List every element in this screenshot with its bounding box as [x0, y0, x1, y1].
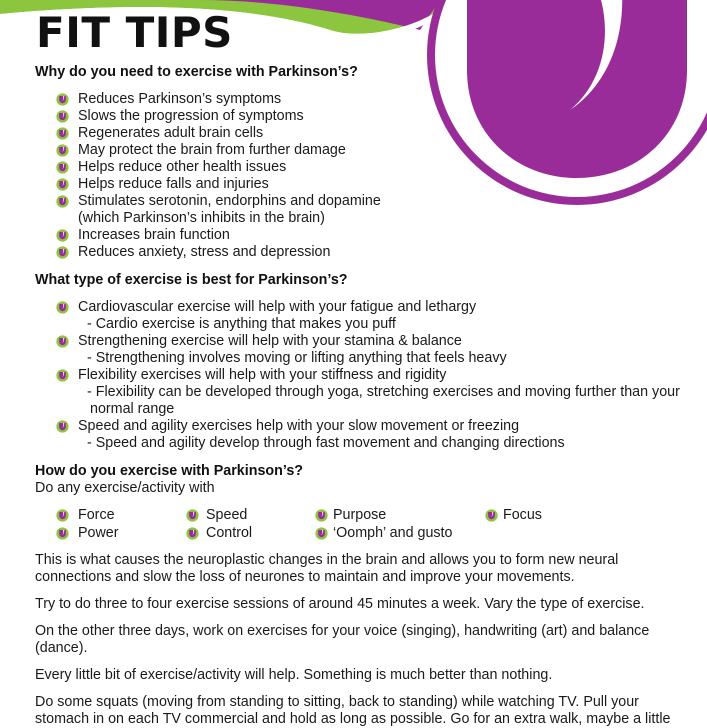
- paragraph-squats: Do some squats (moving from standing to sitting, back to standing) while watching TV. Pull your stomach in on each TV commercial and hold as long as possible. Go for an extra walk, maybe a little: [35, 694, 671, 727]
- tulip-bullet-icon: [485, 509, 498, 522]
- grid-item-speed: Speed: [186, 507, 247, 524]
- tulip-bullet-icon: [186, 527, 199, 540]
- list-item: Speed and agility exercises help with your slow movement or freezing - Speed and agility develop through fast movement and changing directions: [56, 418, 680, 452]
- list-item: Helps reduce other health issues: [56, 159, 381, 176]
- section1-list: [56, 91, 381, 261]
- section3-heading: How do you exercise with Parkinson’s?: [35, 463, 304, 479]
- list-item: May protect the brain from further damage: [56, 142, 381, 159]
- section2-heading: What type of exercise is best for Parkinson’s?: [35, 272, 348, 288]
- page-title: FIT TIPS: [36, 8, 233, 57]
- tulip-bullet-icon: [56, 144, 69, 157]
- tulip-bullet-icon: [56, 195, 69, 208]
- tulip-bullet-icon: [56, 178, 69, 191]
- list-item: Stimulates serotonin, endorphins and dopamine (which Parkinson’s inhibits in the brain): [56, 193, 381, 227]
- section1-heading: Why do you need to exercise with Parkinson’s?: [35, 64, 358, 80]
- tulip-bullet-icon: [315, 509, 328, 522]
- list-item: Regenerates adult brain cells: [56, 125, 381, 142]
- tulip-bullet-icon: [56, 301, 69, 314]
- list-item: Slows the progression of symptoms: [56, 108, 381, 125]
- grid-item-force: Force: [56, 507, 115, 524]
- list-item: Increases brain function: [56, 227, 381, 244]
- list-item: Cardiovascular exercise will help with your fatigue and lethargy - Cardio exercise is anything that makes you puff: [56, 299, 680, 333]
- tulip-bullet-icon: [56, 110, 69, 123]
- tulip-bullet-icon: [56, 93, 69, 106]
- tulip-bullet-icon: [56, 246, 69, 259]
- grid-item-oomph: ‘Oomph’ and gusto: [315, 525, 452, 542]
- section3-intro: Do any exercise/activity with: [35, 480, 215, 496]
- tulip-bullet-icon: [186, 509, 199, 522]
- list-item: Reduces Parkinson’s symptoms: [56, 91, 381, 108]
- list-item: Reduces anxiety, stress and depression: [56, 244, 381, 261]
- paragraph-neuroplastic: This is what causes the neuroplastic changes in the brain and allows you to form new neural connections and slow the loss of neurones to maintain and improve your movements.: [35, 552, 619, 585]
- paragraph-sessions: Try to do three to four exercise sessions of around 45 minutes a week. Vary the type of exercise.: [35, 596, 645, 612]
- tulip-bullet-icon: [56, 420, 69, 433]
- paragraph-other-days: On the other three days, work on exercises for your voice (singing), handwriting (art) and balance (dance).: [35, 623, 650, 656]
- tulip-bullet-icon: [56, 161, 69, 174]
- tulip-bullet-icon: [56, 229, 69, 242]
- tulip-bullet-icon: [56, 335, 69, 348]
- list-item: Strengthening exercise will help with your stamina & balance - Strengthening involves moving or lifting anything that feels heavy: [56, 333, 680, 367]
- grid-item-purpose: Purpose: [315, 507, 386, 524]
- paragraph-every-bit: Every little bit of exercise/activity will help. Something is much better than nothing.: [35, 667, 553, 683]
- grid-item-power: Power: [56, 525, 119, 542]
- tulip-bullet-icon: [56, 369, 69, 382]
- list-item: Flexibility exercises will help with your stiffness and rigidity - Flexibility can be developed through yoga, stretching exercises and moving further than your normal range: [56, 367, 680, 418]
- grid-item-focus: Focus: [485, 507, 542, 524]
- tulip-bullet-icon: [315, 527, 328, 540]
- section2-list: [56, 299, 680, 452]
- list-item: Helps reduce falls and injuries: [56, 176, 381, 193]
- tulip-bullet-icon: [56, 509, 69, 522]
- grid-item-control: Control: [186, 525, 252, 542]
- tulip-bullet-icon: [56, 127, 69, 140]
- tulip-bullet-icon: [56, 527, 69, 540]
